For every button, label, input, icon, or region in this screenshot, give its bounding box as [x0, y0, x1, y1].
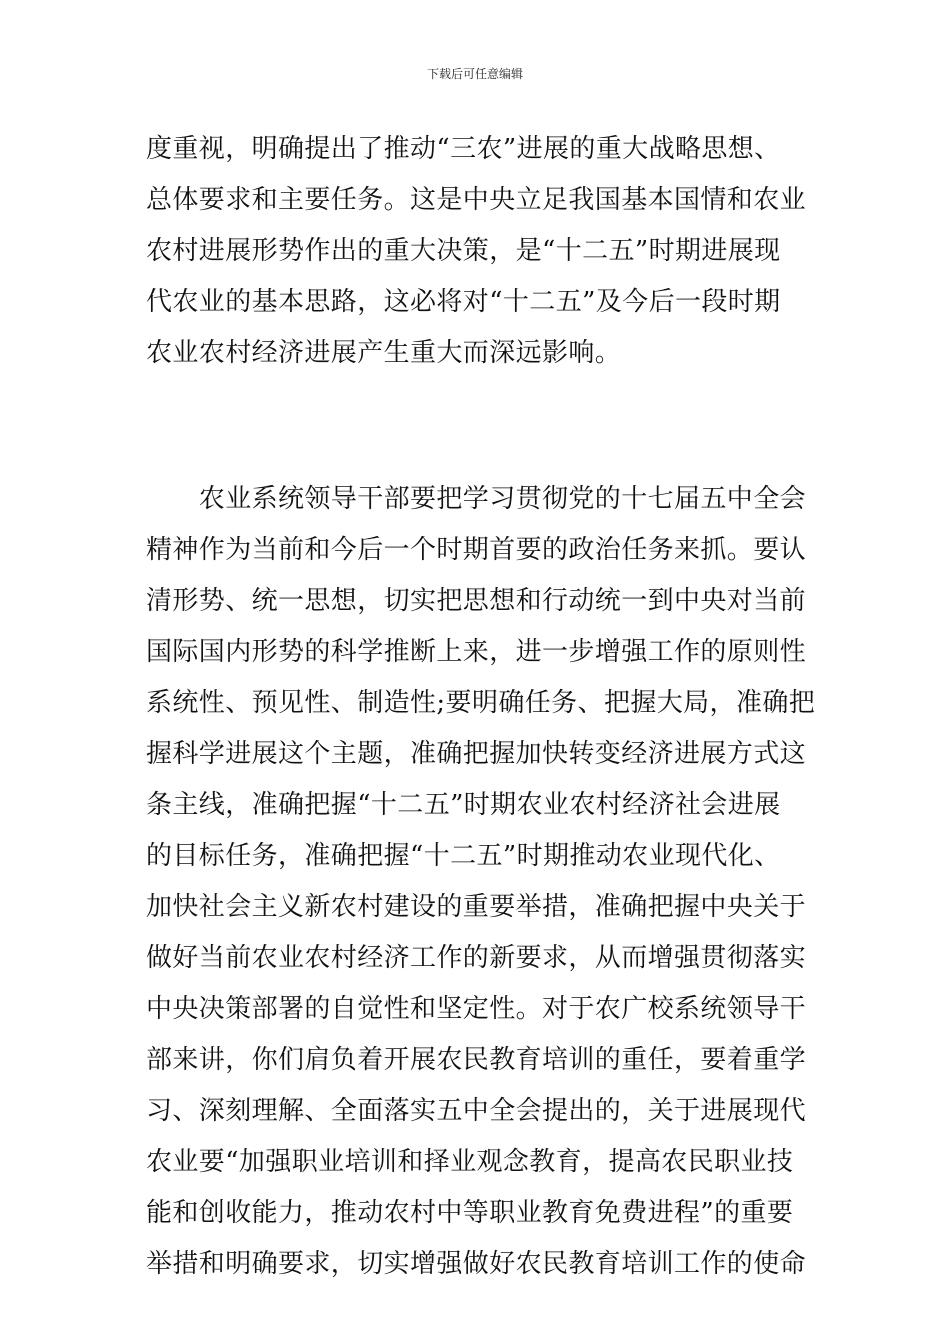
text-line: 系统性、预见性、制造性;要明确任务、把握大局，准确把 — [146, 688, 816, 718]
paragraph-2 — [146, 474, 816, 1290]
text-line: 代农业的基本思路，这必将对“十二五”及今后一段时期 — [146, 287, 781, 317]
text-line: 的目标任务，准确把握“十二五”时期推动农业现代化、 — [146, 841, 781, 871]
text-line: 部来讲，你们肩负着开展农民教育培训的重任，要着重学 — [146, 1045, 807, 1075]
text-line: 总体要求和主要任务。这是中央立足我国基本国情和农业 — [146, 185, 807, 215]
text-line: 能和创收能力，推动农村中等职业教育免费进程”的重要 — [146, 1198, 794, 1228]
text-line: 精神作为当前和今后一个时期首要的政治任务来抓。要认 — [146, 535, 807, 565]
text-line: 举措和明确要求，切实增强做好农民教育培训工作的使命 — [146, 1249, 807, 1279]
text-line: 清形势、统一思想，切实把思想和行动统一到中央对当前 — [146, 586, 807, 616]
text-line: 握科学进展这个主题，准确把握加快转变经济进展方式这 — [146, 739, 807, 769]
paragraph-1 — [146, 124, 806, 379]
text-line: 度重视，明确提出了推动“三农”进展的重大战略思想、 — [146, 134, 781, 164]
text-line: 做好当前农业农村经济工作的新要求，从而增强贯彻落实 — [146, 943, 807, 973]
text-line: 国际国内形势的科学推断上来，进一步增强工作的原则性 — [146, 637, 807, 667]
text-line: 习、深刻理解、全面落实五中全会提出的，关于进展现代 — [146, 1096, 807, 1126]
text-line: 农业系统领导干部要把学习贯彻党的十七届五中全会 — [146, 484, 807, 514]
text-line: 条主线，准确把握“十二五”时期农业农村经济社会进展 — [146, 790, 781, 820]
text-line: 加快社会主义新农村建设的重要举措，准确把握中央关于 — [146, 892, 807, 922]
document-body — [146, 124, 816, 1290]
text-line: 农业农村经济进展产生重大而深远影响。 — [146, 338, 622, 368]
page-header: 下载后可任意编辑 — [426, 67, 523, 81]
text-line: 中央决策部署的自觉性和坚定性。对于农广校系统领导干 — [146, 994, 807, 1024]
text-line: 农村进展形势作出的重大决策，是“十二五”时期进展现 — [146, 236, 781, 266]
text-line: 农业要“加强职业培训和择业观念教育，提高农民职业技 — [146, 1147, 794, 1177]
paragraph-spacer — [146, 379, 806, 474]
